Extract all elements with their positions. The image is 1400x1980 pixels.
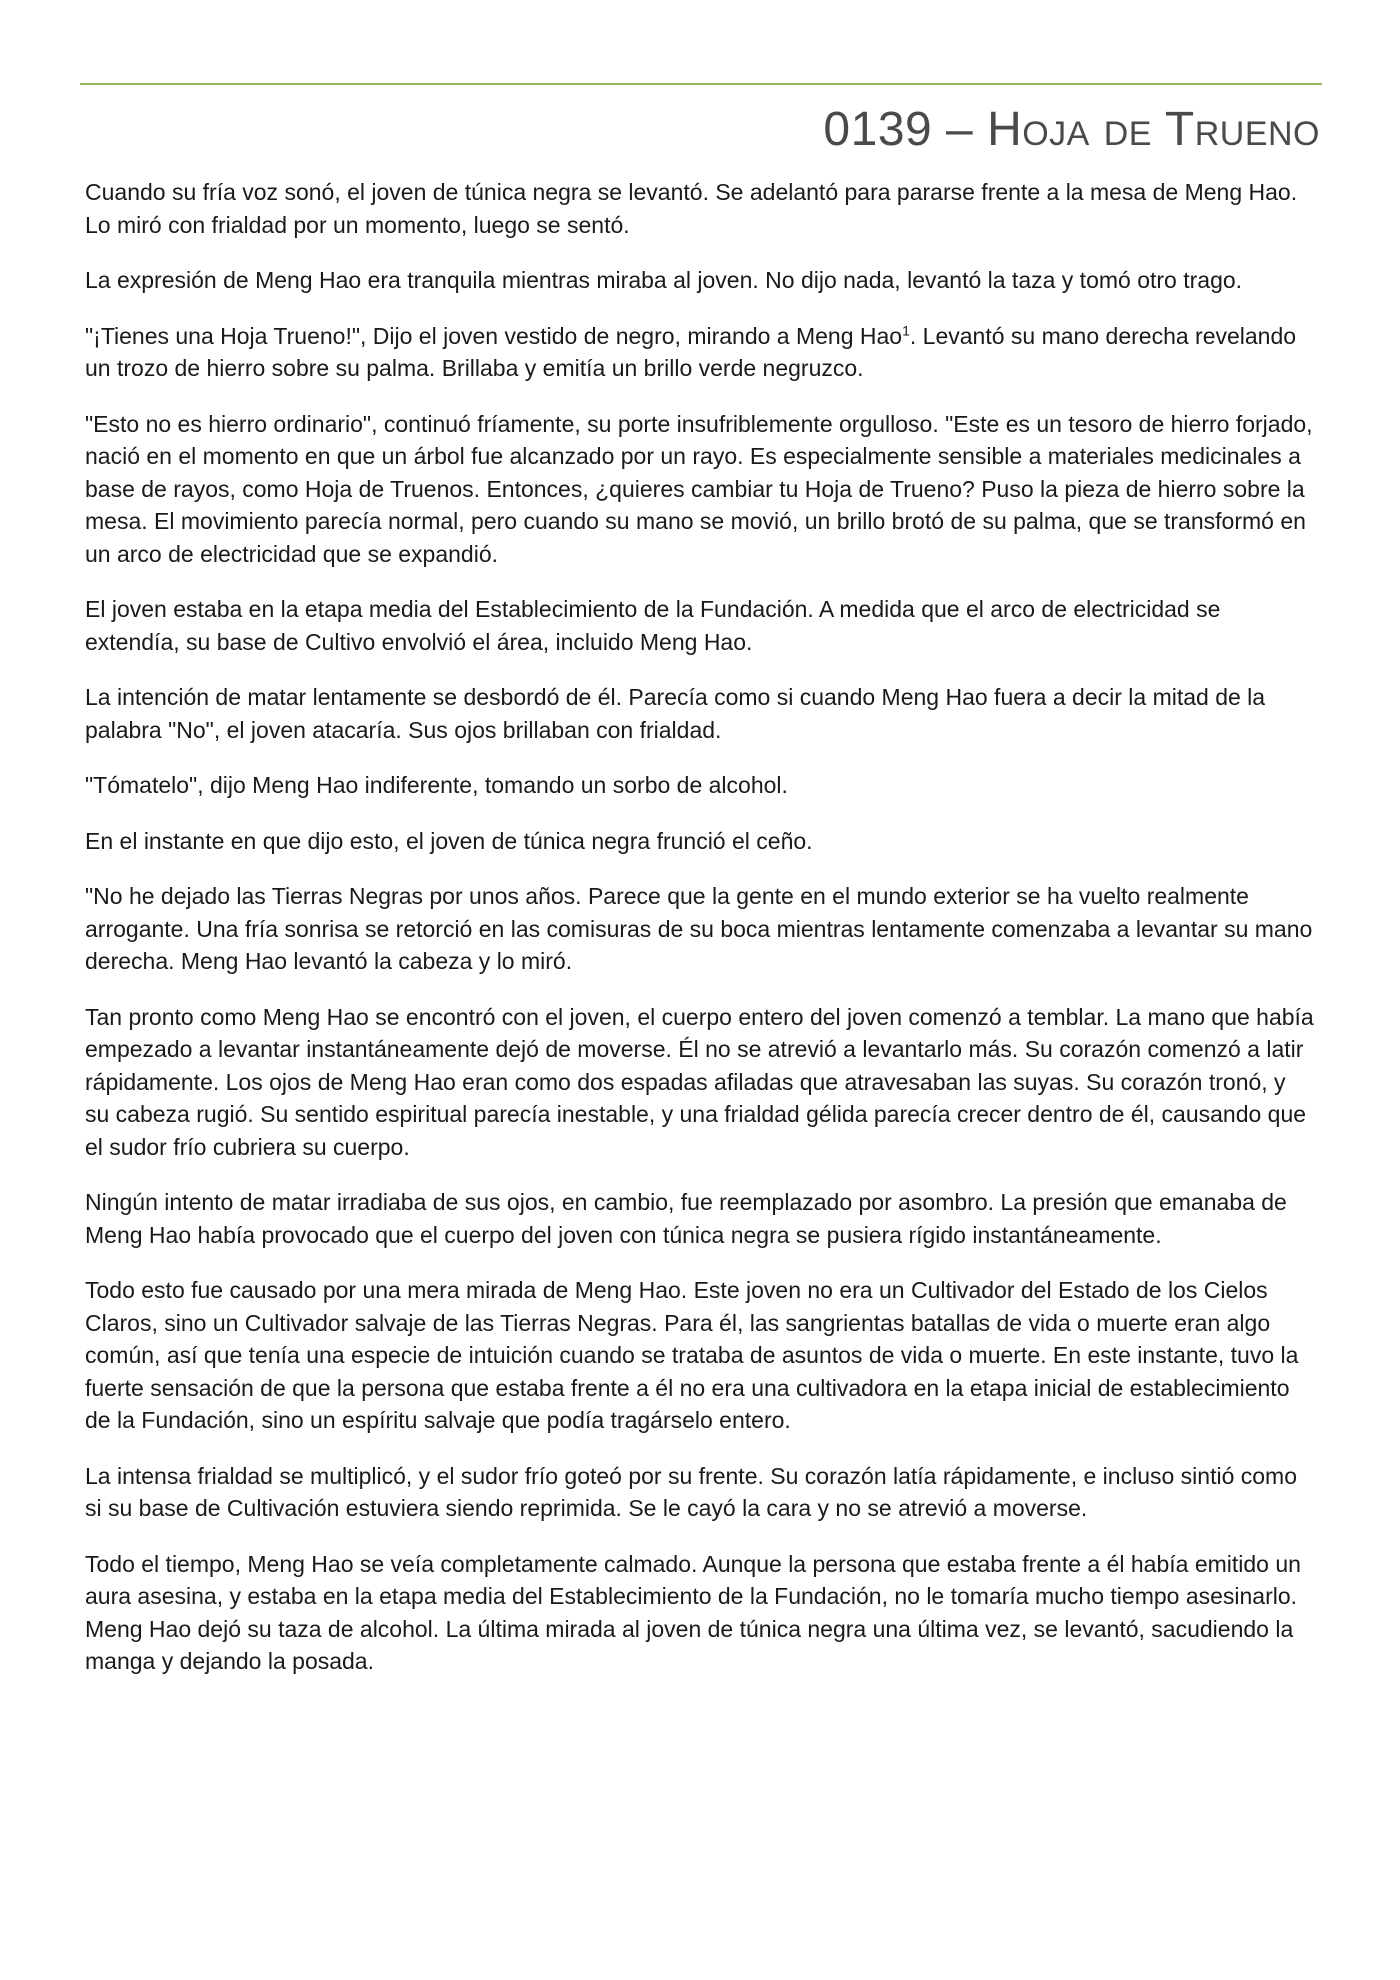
paragraph: Todo el tiempo, Meng Hao se veía completamente calmado. Aunque la persona que estaba frente a él había emitido un aura asesina, y estaba en la etapa media del Establecimiento de la Fundación, no le tomaría mucho tiempo asesinarlo. Meng Hao dejó su taza de alcohol. La última mirada al joven de túnica negra una última vez, se levantó, sacudiendo la manga y dejando la posada. [85, 1550, 1301, 1674]
paragraph-text: . Levantó su mano derecha revelando un trozo de hierro sobre su palma. Brillaba y emitía un brillo verde negruzco. [85, 322, 1297, 381]
paragraph-text: "¡Tienes una Hoja Trueno!", Dijo el joven vestido de negro, mirando a Meng Hao [85, 322, 903, 349]
paragraph: El joven estaba en la etapa media del Establecimiento de la Fundación. A medida que el arco de electricidad se extendía, su base de Cultivo envolvió el área, incluido Meng Hao. [85, 596, 1221, 655]
paragraph: La intensa frialdad se multiplicó, y el sudor frío goteó por su frente. Su corazón latía rápidamente, e incluso sintió como si su base de Cultivación estuviera siendo reprimida. Se le cayó la cara y no se atrevió a moverse. [85, 1462, 1297, 1521]
chapter-title: 0139 – Hoja de Trueno [823, 103, 1320, 156]
paragraph: Tan pronto como Meng Hao se encontró con el joven, el cuerpo entero del joven comenzó a temblar. La mano que había empezado a levantar instantáneamente dejó de moverse. Él no se atrevió a levantarlo más. Su corazón comenzó a latir rápidamente. Los ojos de Meng Hao eran como dos espadas afiladas que atravesaban las suyas. Su corazón tronó, y su cabeza rugió. Su sentido espiritual parecía inestable, y una frialdad gélida parecía crecer dentro de él, causando que el sudor frío cubriera su cuerpo. [85, 1003, 1314, 1160]
paragraph: Todo esto fue causado por una mera mirada de Meng Hao. Este joven no era un Cultivador del Estado de los Cielos Claros, sino un Cultivador salvaje de las Tierras Negras. Para él, las sangrientas batallas de vida o muerte eran algo común, así que tenía una especie de intuición cuando se trataba de asuntos de vida o muerte. En este instante, tuvo la fuerte sensación de que la persona que estaba frente a él no era una cultivadora en la etapa inicial de establecimiento de la Fundación, sino un espíritu salvaje que podía tragárselo entero. [85, 1277, 1299, 1433]
paragraph: Cuando su fría voz sonó, el joven de túnica negra se levantó. Se adelantó para pararse frente a la mesa de Meng Hao. Lo miró con frialdad por un momento, luego se sentó. [85, 179, 1298, 238]
footnote-reference[interactable]: 1 [902, 321, 910, 338]
paragraph [85, 320, 1315, 385]
paragraph: "Tómatelo", dijo Meng Hao indiferente, tomando un sorbo de alcohol. [85, 772, 788, 798]
paragraph: "Esto no es hierro ordinario", continuó fríamente, su porte insufriblemente orgulloso. "Este es un tesoro de hierro forjado, nació en el momento en que un árbol fue alcanzado por un rayo. Es especialmente sensible a materiales medicinales a base de rayos, como Hoja de Truenos. Entonces, ¿quieres cambiar tu Hoja de Trueno? Puso la pieza de hierro sobre la mesa. El movimiento parecía normal, pero cuando su mano se movió, un brillo brotó de su palma, que se transformó en un arco de electricidad que se expandió. [85, 410, 1313, 567]
paragraph: La intención de matar lentamente se desbordó de él. Parecía como si cuando Meng Hao fuera a decir la mitad de la palabra "No", el joven atacaría. Sus ojos brillaban con frialdad. [85, 684, 1266, 743]
paragraph: "No he dejado las Tierras Negras por unos años. Parece que la gente en el mundo exterior se ha vuelto realmente arrogante. Una fría sonrisa se retorció en las comisuras de su boca mientras lentamente comenzaba a levantar su mano derecha. Meng Hao levantó la cabeza y lo miró. [85, 883, 1313, 974]
paragraph: En el instante en que dijo esto, el joven de túnica negra frunció el ceño. [85, 827, 813, 854]
header-rule [80, 83, 1322, 85]
paragraph: Ningún intento de matar irradiaba de sus ojos, en cambio, fue reemplazado por asombro. La presión que emanaba de Meng Hao había provocado que el cuerpo del joven con túnica negra se pusiera rígido instantáneamente. [85, 1189, 1287, 1248]
chapter-body [85, 176, 1315, 1701]
paragraph: La expresión de Meng Hao era tranquila mientras miraba al joven. No dijo nada, levantó la taza y tomó otro trago. [85, 267, 1243, 293]
